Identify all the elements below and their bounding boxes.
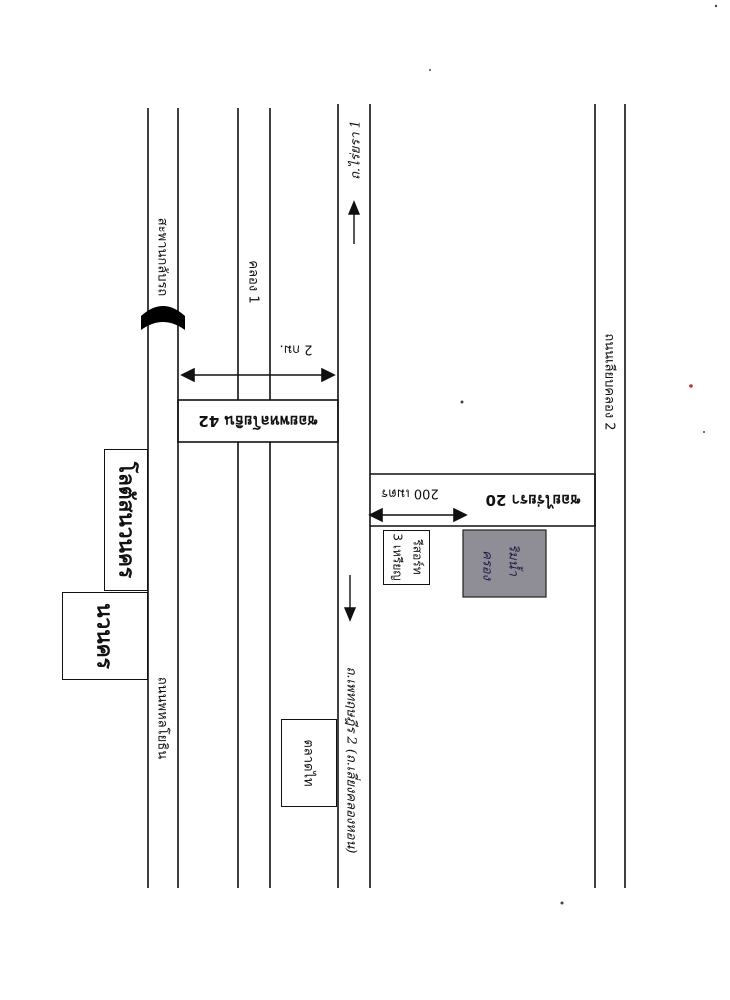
target-label-line-2: ริมน้ำ — [505, 544, 521, 576]
soi-raiyara-20-label: ซอยไร่ยรา 20 — [485, 491, 581, 509]
canal-1-label: คลอง 1 — [245, 260, 261, 304]
phahonyothin-road-label: ถนนพหลโยธิน — [154, 676, 170, 760]
market-label: ตลาดไท — [300, 739, 316, 787]
raiyara-1-handwritten-label: ถ.ไร่ยรา 1 — [348, 120, 364, 180]
resort-label-line-1: 3 เหรียญ — [390, 533, 405, 581]
u-turn-bridge-label: สะพานกลับรถ — [154, 217, 170, 297]
two-hundred-m-label: 200 เมตร — [381, 485, 439, 501]
two-km-arrow — [182, 369, 334, 381]
lotus-label: โลตัสนวนคร — [114, 461, 139, 579]
navanakorn-label: นวนคร — [92, 603, 117, 669]
raiyara-arrow-down — [345, 575, 355, 620]
resort-label-line-2: รีสอร์ท — [410, 539, 425, 575]
raiyara-arrow-up — [349, 202, 359, 244]
scan-speckles — [429, 5, 717, 905]
target-label-line-1: ครอง — [479, 550, 495, 580]
phet-lower-handwritten-label: ถ.เพทฤษฎีร 2 (ถ.เลี่ยงคลองหอน) — [343, 666, 359, 854]
soi-phahonyothin-42-label: ซอยพหลโยธิน 42 — [198, 412, 318, 430]
two-km-label: 2 กม. — [279, 341, 313, 357]
liap-khlong-2-road-label: ถนนเลียบคลอง 2 — [601, 333, 617, 431]
